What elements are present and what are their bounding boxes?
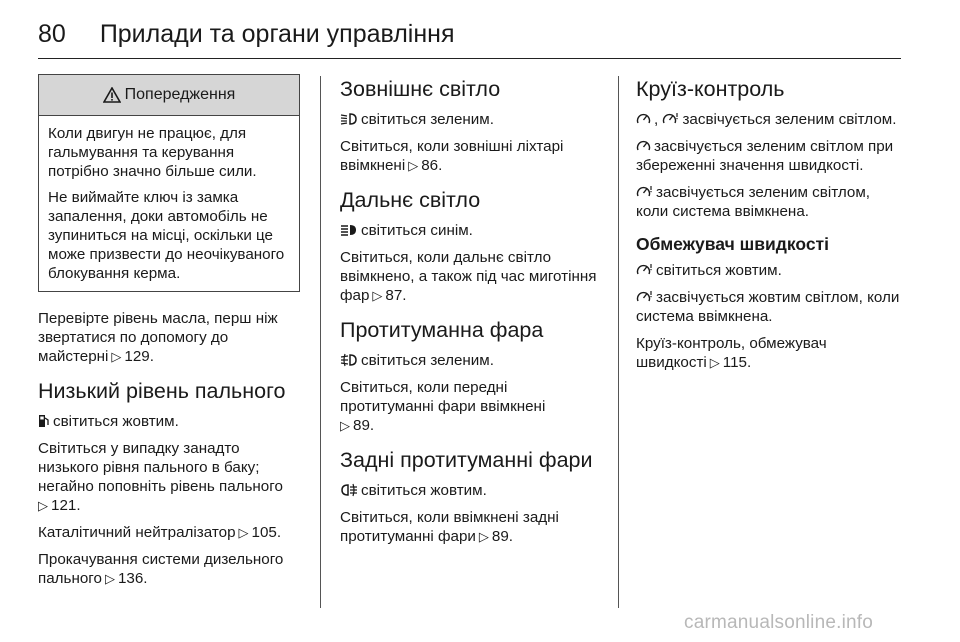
fuel-pump-icon (38, 414, 50, 428)
triangle-ref-icon: ▷ (104, 571, 115, 586)
speed-limiter-icon (662, 112, 679, 126)
warning-body (39, 116, 299, 291)
page-ref-link[interactable]: 129. (124, 348, 154, 365)
cruise-paragraph-2: засвічується зеленим світлом при збереженні значення швидкості. (636, 138, 894, 174)
oil-paragraph: Перевірте рівень масла, перш ніж звертатися по допомогу до майстерні ▷ 129. (38, 310, 278, 365)
column-1 (38, 76, 300, 596)
warning-text-1: Коли двигун не працює, для гальмування та керування потрібно значно більше сили. (48, 125, 257, 180)
column-divider-1 (320, 76, 321, 608)
heading-low-fuel: Низький рівень пального (38, 379, 286, 403)
front-fog-light-icon (340, 353, 358, 367)
speed-limiter-icon (636, 290, 653, 304)
triangle-ref-icon: ▷ (408, 158, 419, 173)
heading-rear-fog: Задні протитуманні фари (340, 448, 593, 472)
limiter-paragraph-2: засвічується жовтим світлом, коли система ввімкнена. (636, 289, 900, 325)
rear-fog-paragraph: Світиться, коли ввімкнені задні протитуманні фари ▷ 89. (340, 509, 559, 545)
triangle-ref-icon: ▷ (478, 529, 489, 544)
high-beam-icon (340, 223, 358, 237)
exterior-indicator-line: світиться зеленим. (340, 110, 602, 129)
warning-box (38, 74, 300, 292)
page-ref-link[interactable]: 89. (353, 417, 375, 434)
column-3 (636, 76, 900, 380)
watermark: carmanualsonline.info (684, 612, 874, 633)
triangle-ref-icon: ▷ (38, 498, 48, 513)
triangle-ref-icon: ▷ (709, 355, 720, 370)
triangle-ref-icon: ▷ (238, 525, 249, 540)
page-ref-link[interactable]: 89. (491, 528, 514, 545)
fog-indicator-line: світиться зеленим. (340, 351, 602, 370)
fog-paragraph: Світиться, коли передні протитуманні фари ввімкнені ▷ 89. (340, 379, 546, 434)
exterior-paragraph: Світиться, коли зовнішні ліхтарі ввімкнені ▷ 86. (340, 138, 564, 174)
column-2 (340, 76, 602, 554)
fuel-indicator-line: світиться жовтим. (38, 412, 300, 431)
diesel-paragraph: Прокачування системи дизельного пального ▷ 136. (38, 551, 284, 587)
heading-speed-limiter: Обмежувач швидкості (636, 234, 829, 254)
heading-high-beam: Дальнє світло (340, 188, 481, 212)
column-divider-2 (618, 76, 619, 608)
heading-cruise-control: Круїз-контроль (636, 77, 785, 101)
catalyst-paragraph: Каталітичний нейтралізатор ▷ 105. (38, 524, 282, 541)
high-beam-paragraph: Світиться, коли дальнє світло ввімкнено, а також під час миготіння фар ▷ 87. (340, 249, 597, 304)
page-ref-link[interactable]: 115. (722, 354, 752, 371)
rear-fog-light-icon (340, 483, 358, 497)
triangle-ref-icon: ▷ (111, 349, 122, 364)
limiter-indicator-line: світиться жовтим. (636, 261, 900, 280)
triangle-ref-icon: ▷ (372, 288, 383, 303)
header-rule (38, 58, 901, 59)
page-ref-link[interactable]: 136. (117, 570, 148, 587)
warning-header (39, 75, 299, 116)
fuel-paragraph: Світиться у випадку занадто низького рівня пального в баку; негайно поповніть рівень пального ▷ 121. (38, 440, 283, 514)
page-title: Прилади та органи управління (99, 19, 455, 48)
page-ref-link[interactable]: 86. (421, 157, 443, 174)
cruise-indicator-line: , засвічується зеленим світлом. (636, 110, 900, 129)
page-ref-link[interactable]: 105. (251, 524, 282, 541)
page-ref-link[interactable]: 87. (385, 287, 407, 304)
high-beam-indicator-line: світиться синім. (340, 221, 602, 240)
page-number: 80 (38, 19, 66, 48)
limiter-paragraph-3: Круїз-контроль, обмежувач швидкості ▷ 115. (636, 335, 827, 371)
heading-exterior-light: Зовнішнє світло (340, 77, 501, 101)
heading-fog-light: Протитуманна фара (340, 318, 544, 342)
exterior-light-icon (340, 112, 358, 126)
cruise-control-icon (636, 112, 651, 126)
rear-fog-indicator-line: світиться жовтим. (340, 481, 602, 500)
warning-title: Попередження (124, 86, 236, 103)
page-header (38, 14, 455, 54)
speed-limiter-icon (636, 185, 653, 199)
cruise-paragraph-3: засвічується зеленим світлом, коли система ввімкнена. (636, 184, 870, 220)
speed-limiter-icon (636, 263, 653, 277)
warning-text-2: Не виймайте ключ із замка запалення, доки автомобіль не зупиниться на місці, оскільки це може призвести до неочікуваного блокування керма. (48, 189, 285, 282)
cruise-control-icon (636, 139, 651, 153)
warning-triangle-icon (103, 87, 121, 103)
page-ref-link[interactable]: 121. (51, 497, 81, 514)
triangle-ref-icon: ▷ (340, 418, 350, 433)
